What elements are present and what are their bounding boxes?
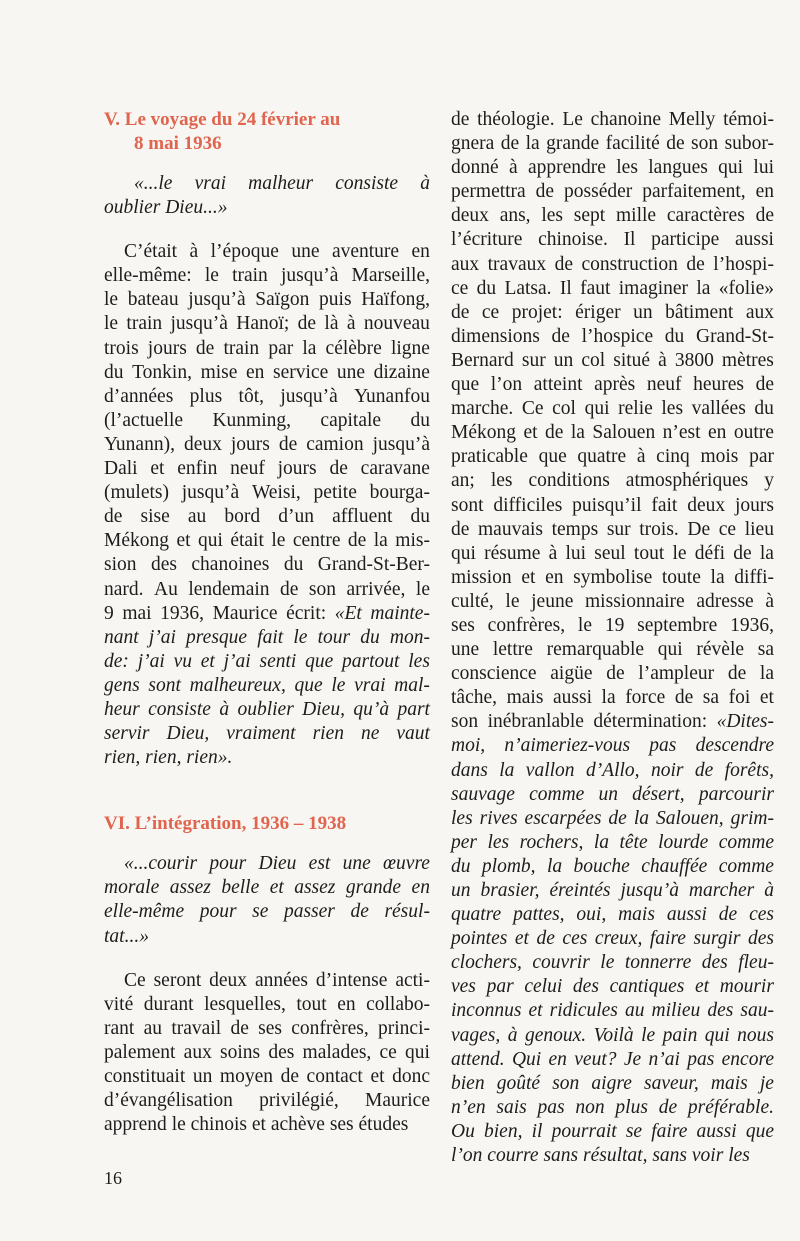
text-line: Yunann), deux jours de camion jusqu’à <box>104 433 430 455</box>
text-line: trois jours de train par la célèbre ligne <box>104 337 430 359</box>
text-line: «...le vrai malheur consiste à <box>134 173 430 194</box>
text-line: les rives escarpées de la Salouen, grim- <box>451 807 774 829</box>
text-line: nant j’ai presque fait le tour du mon- <box>104 626 430 648</box>
text-line: que l’on atteint après neuf heures de <box>451 374 774 396</box>
text-line: conscience aigüe de l’ampleur de la <box>451 663 774 685</box>
text-line: donné à apprendre les langues qui lui <box>451 157 774 179</box>
text-line: oublier Dieu...» <box>104 197 228 219</box>
text-line: sont difficiles puisqu’il fait deux jours <box>451 494 774 516</box>
text-line: ses confrères, le 19 septembre 1936, <box>451 614 774 636</box>
text-line: une lettre remarquable qui révèle sa <box>451 639 774 661</box>
text-line: l’écriture chinoise. Il participe aussi <box>451 229 774 251</box>
text-line: rien, rien, rien». <box>104 747 233 769</box>
epigraph-quote-1 <box>104 172 430 220</box>
text-line: nard. Au lendemain de son arrivée, le <box>104 578 430 600</box>
text-line: morale assez belle et assez grande en <box>104 877 430 899</box>
text-line: servir Dieu, vraiment rien ne vaut <box>104 723 430 745</box>
left-column <box>104 108 430 1137</box>
text-line: vité durant lesquelles, tout en collabo- <box>104 993 430 1015</box>
text-line: ves par celui des cantiques et mourir <box>451 976 774 998</box>
text-line: (mulets) jusqu’à Weisi, petite bourga- <box>104 482 430 504</box>
text-line: Bernard sur un col situé à 3800 mètres <box>451 349 774 371</box>
text-line: quatre pattes, oui, mais aussi de ces <box>451 904 774 926</box>
section-heading-vi <box>104 812 430 836</box>
text-line: le train jusqu’à Hanoï; de là à nouveau <box>104 313 430 335</box>
text-line: culté, le jeune missionnaire adresse à <box>451 590 774 612</box>
right-column <box>451 108 774 1168</box>
text-line: de mauvais temps sur trois. De ce lieu <box>451 518 774 540</box>
text-line: gnera de la grande facilité de son subor- <box>451 133 774 155</box>
text-line: praticable que quatre à cinq mois par <box>451 446 774 468</box>
text-line: du Tonkin, mise en service une dizaine <box>104 361 430 383</box>
text-line: an; les conditions atmosphériques y <box>451 470 774 492</box>
text-line: l’on courre sans résultat, sans voir les <box>451 1145 750 1167</box>
text-line: aux travaux de construction de l’hospi- <box>451 253 774 275</box>
text-line: rant au travail de ses confrères, princi- <box>104 1017 430 1039</box>
text-line: de ce projet: ériger un bâtiment aux <box>451 301 774 323</box>
text-line: 9 mai 1936, Maurice écrit: «Et mainte- <box>104 602 430 624</box>
text-line: sion des chanoines du Grand-St-Ber- <box>104 554 430 576</box>
text-line: C’était à l’époque une aventure en <box>124 241 430 263</box>
text-line: heur consiste à oublier Dieu, qu’à part <box>104 698 430 720</box>
text-line: palement aux soins des malades, ce qui <box>104 1041 430 1063</box>
epigraph-quote-2 <box>104 852 430 948</box>
paragraph-integration <box>104 969 430 1138</box>
text-line: tat...» <box>104 925 149 947</box>
paragraph-continued <box>451 108 774 1168</box>
text-line: de: j’ai vu et j’ai senti que partout les <box>104 650 430 672</box>
text-line: pointes et de ces creux, faire surgir des <box>451 928 774 950</box>
text-line: vages, à genoux. Voilà le pain qui nous <box>451 1024 774 1046</box>
text-line: mission et en symbolise toute la diffi- <box>451 566 774 588</box>
heading-line: V. Le voyage du 24 février au <box>104 109 341 130</box>
text-line: «...courir pour Dieu est une œuvre <box>124 853 430 875</box>
text-line: elle-même pour se passer de résul- <box>104 901 430 923</box>
text-line: ce du Latsa. Il faut imaginer la «folie» <box>451 277 774 299</box>
text-line: Mékong et qui était le centre de la mis- <box>104 530 430 552</box>
text-line: bien goûté son aigre saveur, mais je <box>451 1072 774 1094</box>
text-line: dans la vallon d’Allo, noir de forêts, <box>451 759 774 781</box>
text-line: Mékong et de la Salouen n’est en outre <box>451 422 774 444</box>
text-line: le bateau jusqu’à Saïgon puis Haïfong, <box>104 289 430 311</box>
text-line: constituait un moyen de contact et donc <box>104 1066 430 1087</box>
text-line: moi, n’aimeriez-vous pas descendre <box>451 735 774 757</box>
text-line: marche. Ce col qui relie les vallées du <box>451 398 774 420</box>
text-line: n’en sais pas non plus de préférable. <box>451 1096 774 1118</box>
text-line: sauvage comme un désert, parcourir <box>451 783 774 805</box>
text-line: son inébranlable détermination: «Dites- <box>451 711 774 733</box>
page-number: 16 <box>104 1168 122 1188</box>
text-line: per les rochers, la tête lourde comme <box>451 831 774 853</box>
text-line: gens sont malheureux, que le vrai mal- <box>104 674 430 696</box>
text-line: de théologie. Le chanoine Melly témoi- <box>451 109 774 130</box>
text-line: clochers, couvrir le tonnerre des fleu- <box>451 952 774 974</box>
text-line: dimensions de l’hospice du Grand-St- <box>451 325 774 347</box>
text-line: tâche, mais aussi la force de sa foi et <box>451 687 774 709</box>
text-line: attend. Qui en veut? Je n’ai pas encore <box>451 1048 774 1070</box>
text-line: du plomb, la bouche chauffée comme <box>451 855 774 877</box>
text-line: Ou bien, il pourrait se faire aussi que <box>451 1120 774 1142</box>
text-line: un brasier, éreintés jusqu’à marcher à <box>451 880 774 901</box>
paragraph-journey <box>104 240 430 770</box>
heading-line: VI. L’intégration, 1936 – 1938 <box>104 813 347 835</box>
text-line: de sise au bord d’un affluent du <box>104 506 430 528</box>
text-line: elle-même: le train jusqu’à Marseille, <box>104 265 430 287</box>
heading-line: 8 mai 1936 <box>134 133 222 154</box>
text-line: deux ans, les sept mille caractères de <box>451 205 774 227</box>
text-line: (l’actuelle Kunming, capitale du <box>104 409 430 431</box>
text-line: d’années plus tôt, jusqu’à Yunanfou <box>104 385 430 407</box>
text-line: qui résume à lui seul tout le défi de la <box>451 542 774 564</box>
text-line: permettra de posséder parfaitement, en <box>451 181 774 203</box>
text-line: Dali et enfin neuf jours de caravane <box>104 458 430 480</box>
section-heading-v <box>104 108 430 156</box>
text-line: apprend le chinois et achève ses études <box>104 1114 409 1136</box>
text-line: Ce seront deux années d’intense acti- <box>124 969 430 991</box>
text-line: inconnus et ridicules au milieu des sau- <box>451 1000 774 1022</box>
text-line: d’évangélisation privilégié, Maurice <box>104 1090 430 1112</box>
